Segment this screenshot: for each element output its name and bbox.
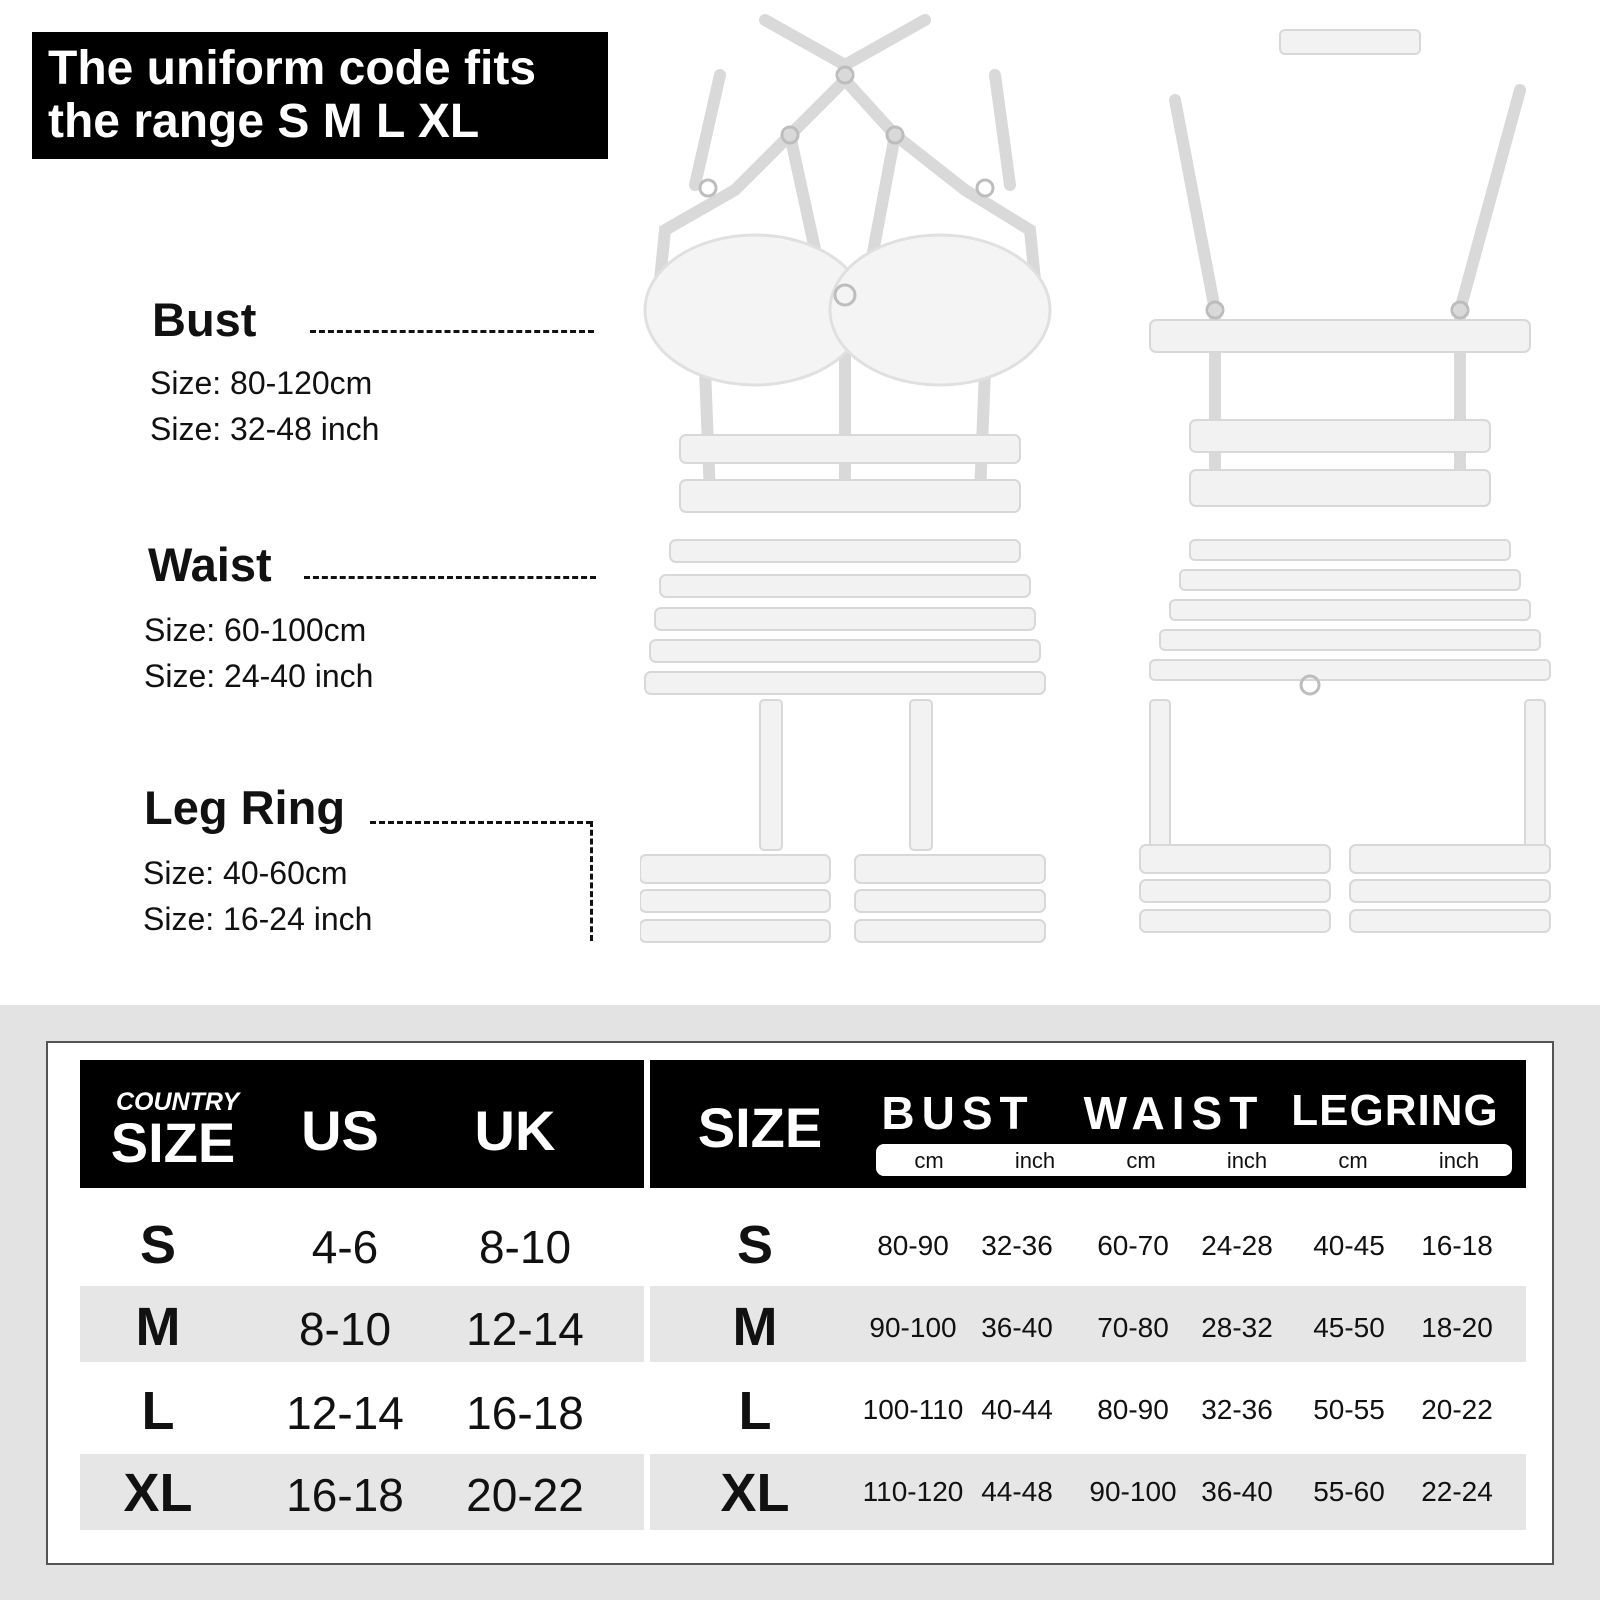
us-l: 12-14 xyxy=(286,1387,404,1439)
waist-inch-xl: 36-40 xyxy=(1201,1476,1273,1507)
waist-dash-line xyxy=(304,576,596,579)
unit-legring-cm: cm xyxy=(1338,1148,1368,1173)
legring-inch-xl: 22-24 xyxy=(1421,1476,1493,1507)
waist-header: WAIST xyxy=(1083,1087,1265,1139)
waist-measure xyxy=(148,537,272,592)
bust-header: BUST xyxy=(881,1087,1035,1139)
size-xl: XL xyxy=(720,1463,790,1523)
legring-cm-s: 40-45 xyxy=(1313,1230,1385,1261)
bust-inch-m: 36-40 xyxy=(981,1312,1053,1343)
us-xl: 16-18 xyxy=(286,1469,404,1521)
size-l: L xyxy=(738,1381,772,1441)
uk-header: UK xyxy=(474,1099,556,1162)
legring-cm-xl: 55-60 xyxy=(1313,1476,1385,1507)
unit-bust-inch: inch xyxy=(1014,1148,1056,1173)
us-s: 4-6 xyxy=(311,1221,379,1273)
waist-inch-m: 28-32 xyxy=(1201,1312,1273,1343)
uk-m: 12-14 xyxy=(466,1303,584,1355)
uk-s: 8-10 xyxy=(478,1221,572,1273)
legring-inch-l: 20-22 xyxy=(1421,1394,1493,1425)
waist-size-cm: Size: 60-100cm xyxy=(144,612,367,648)
banner-line-2: the range S M L XL xyxy=(48,95,480,148)
bust-size-inch: Size: 32-48 inch xyxy=(150,411,380,447)
bust-inch-xl: 44-48 xyxy=(981,1476,1053,1507)
country-size-xl: XL xyxy=(123,1463,193,1523)
banner-line-1: The uniform code fits xyxy=(48,42,537,95)
bust-size-cm: Size: 80-120cm xyxy=(150,365,373,401)
harness-front-illustration xyxy=(640,10,1070,980)
bust-dash-line xyxy=(310,330,594,333)
waist-sizes xyxy=(144,607,373,699)
waist-title: Waist xyxy=(148,538,272,591)
bust-title: Bust xyxy=(152,293,257,346)
bust-cm-xl: 110-120 xyxy=(862,1476,964,1507)
country-table-header xyxy=(80,1060,644,1188)
leg-ring-measure xyxy=(144,780,345,835)
size-header: SIZE xyxy=(697,1096,823,1159)
unit-waist-inch: inch xyxy=(1226,1148,1268,1173)
unit-waist-cm: cm xyxy=(1126,1148,1156,1173)
size-table-header xyxy=(650,1060,1526,1188)
waist-cm-l: 80-90 xyxy=(1097,1394,1169,1425)
uk-xl: 20-22 xyxy=(466,1469,584,1521)
waist-cm-s: 60-70 xyxy=(1097,1230,1169,1261)
bust-inch-s: 32-36 xyxy=(981,1230,1053,1261)
waist-cm-xl: 90-100 xyxy=(1089,1476,1177,1507)
leg-ring-title: Leg Ring xyxy=(144,781,346,834)
leg-ring-dash-vertical xyxy=(590,821,593,941)
us-header: US xyxy=(301,1099,379,1162)
bust-cm-s: 80-90 xyxy=(877,1230,949,1261)
leg-ring-size-inch: Size: 16-24 inch xyxy=(143,901,373,937)
us-m: 8-10 xyxy=(298,1303,392,1355)
legring-header: LEGRING xyxy=(1291,1086,1499,1135)
unit-bust-cm: cm xyxy=(914,1148,944,1173)
waist-inch-l: 32-36 xyxy=(1201,1394,1273,1425)
waist-inch-s: 24-28 xyxy=(1201,1230,1273,1261)
leg-ring-dash-line xyxy=(370,821,592,824)
bust-inch-l: 40-44 xyxy=(981,1394,1053,1425)
bust-sizes xyxy=(150,360,379,452)
unit-legring-inch: inch xyxy=(1438,1148,1480,1173)
uk-l: 16-18 xyxy=(466,1387,584,1439)
legring-cm-l: 50-55 xyxy=(1313,1394,1385,1425)
bust-cm-l: 100-110 xyxy=(862,1394,964,1425)
leg-ring-sizes xyxy=(143,850,372,942)
country-size-s: S xyxy=(139,1215,177,1275)
bust-measure xyxy=(152,292,256,347)
size-label: SIZE xyxy=(110,1111,236,1174)
bust-cm-m: 90-100 xyxy=(869,1312,957,1343)
leg-ring-size-cm: Size: 40-60cm xyxy=(143,855,348,891)
country-size-m: M xyxy=(135,1297,181,1357)
size-s: S xyxy=(736,1215,774,1275)
country-label: COUNTRY xyxy=(116,1088,240,1116)
uniform-code-banner xyxy=(32,32,608,159)
country-size-l: L xyxy=(141,1381,175,1441)
harness-back-illustration xyxy=(1130,20,1570,970)
size-m: M xyxy=(732,1297,778,1357)
waist-cm-m: 70-80 xyxy=(1097,1312,1169,1343)
waist-size-inch: Size: 24-40 inch xyxy=(144,658,374,694)
legring-inch-m: 18-20 xyxy=(1421,1312,1493,1343)
legring-inch-s: 16-18 xyxy=(1421,1230,1493,1261)
legring-cm-m: 45-50 xyxy=(1313,1312,1385,1343)
